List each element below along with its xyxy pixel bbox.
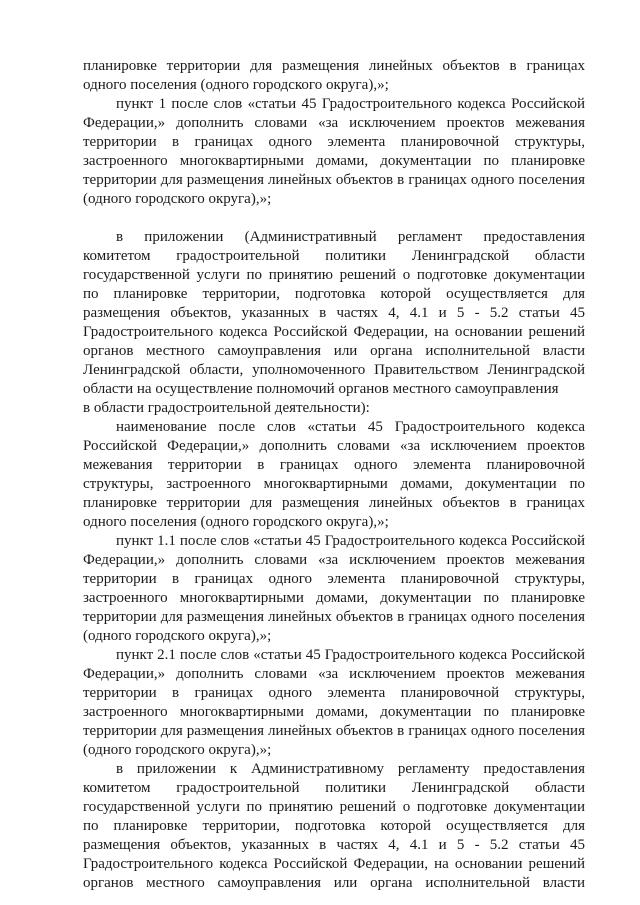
text-line: Градостроительного кодекса Российской Федерации, на основании решений	[83, 856, 585, 872]
text-line: территории для размещения линейных объектов в границах одного поселения	[83, 723, 585, 739]
text-line: одного поселения (одного городского округа),»;	[83, 514, 389, 530]
text-line: размещения объектов, указанных в частях 4, 4.1 и 5 - 5.2 статьи 45	[83, 305, 585, 321]
text-line: планировке территории для размещения линейных объектов в границах	[83, 58, 585, 74]
text-line: (одного городского округа),»;	[83, 742, 272, 758]
text-line: по планировке территории, подготовка которой осуществляется для	[83, 286, 585, 302]
text-line: территории в границах одного элемента планировочной структуры,	[83, 134, 585, 150]
text-line: структуры, застроенного многоквартирными домами, документации по	[83, 476, 585, 492]
text-line: Федерации,» дополнить словами «за исключением проектов межевания	[83, 552, 585, 568]
text-line: территории в границах одного элемента планировочной структуры,	[83, 685, 585, 701]
text-line: по планировке территории, подготовка которой осуществляется для	[83, 818, 585, 834]
text-line: государственной услуги по принятию решений о подготовке документации	[83, 799, 585, 815]
text-line: в приложении (Административный регламент предоставления	[116, 229, 585, 245]
text-line: застроенного многоквартирными домами, документации по планировке	[83, 153, 585, 169]
text-line: в приложении к Административному регламенту предоставления	[116, 761, 585, 777]
text-line: застроенного многоквартирными домами, документации по планировке	[83, 704, 585, 720]
text-line: пункт 1 после слов «статьи 45 Градостроительного кодекса Российской	[116, 96, 585, 112]
text-line: Ленинградской области, уполномоченного Правительством Ленинградской	[83, 362, 585, 378]
text-line: территории в границах одного элемента планировочной структуры,	[83, 571, 585, 587]
text-line: пункт 1.1 после слов «статьи 45 Градостроительного кодекса Российской	[116, 533, 585, 549]
text-line: Федерации,» дополнить словами «за исключением проектов межевания	[83, 666, 585, 682]
text-line: комитетом градостроительной политики Ленинградской области	[83, 248, 585, 264]
text-line: планировке территории для размещения линейных объектов в границах	[83, 495, 585, 511]
text-line: органов местного самоуправления или органа исполнительной власти	[83, 875, 585, 891]
text-line: в области градостроительной деятельности):	[83, 400, 370, 416]
text-line: одного поселения (одного городского округа),»;	[83, 77, 389, 93]
text-line: пункт 2.1 после слов «статьи 45 Градостроительного кодекса Российской	[116, 647, 585, 663]
text-line: (одного городского округа),»;	[83, 628, 272, 644]
text-line: Федерации,» дополнить словами «за исключением проектов межевания	[83, 115, 585, 131]
text-line: межевания территории в границах одного элемента планировочной	[83, 457, 585, 473]
text-line: государственной услуги по принятию решений о подготовке документации	[83, 267, 585, 283]
text-line: Градостроительного кодекса Российской Федерации, на основании решений	[83, 324, 585, 340]
text-line: застроенного многоквартирными домами, документации по планировке	[83, 590, 585, 606]
text-line: органов местного самоуправления или органа исполнительной власти	[83, 343, 585, 359]
text-line: территории для размещения линейных объектов в границах одного поселения	[83, 172, 585, 188]
text-line: территории для размещения линейных объектов в границах одного поселения	[83, 609, 585, 625]
text-line: Российской Федерации,» дополнить словами «за исключением проектов	[83, 438, 585, 454]
text-line: (одного городского округа),»;	[83, 191, 272, 207]
text-line: комитетом градостроительной политики Ленинградской области	[83, 780, 585, 796]
text-line: наименование после слов «статьи 45 Градостроительного кодекса	[116, 419, 585, 435]
text-line: размещения объектов, указанных в частях 4, 4.1 и 5 - 5.2 статьи 45	[83, 837, 585, 853]
text-line: области на осуществление полномочий органов местного самоуправления	[83, 381, 559, 397]
